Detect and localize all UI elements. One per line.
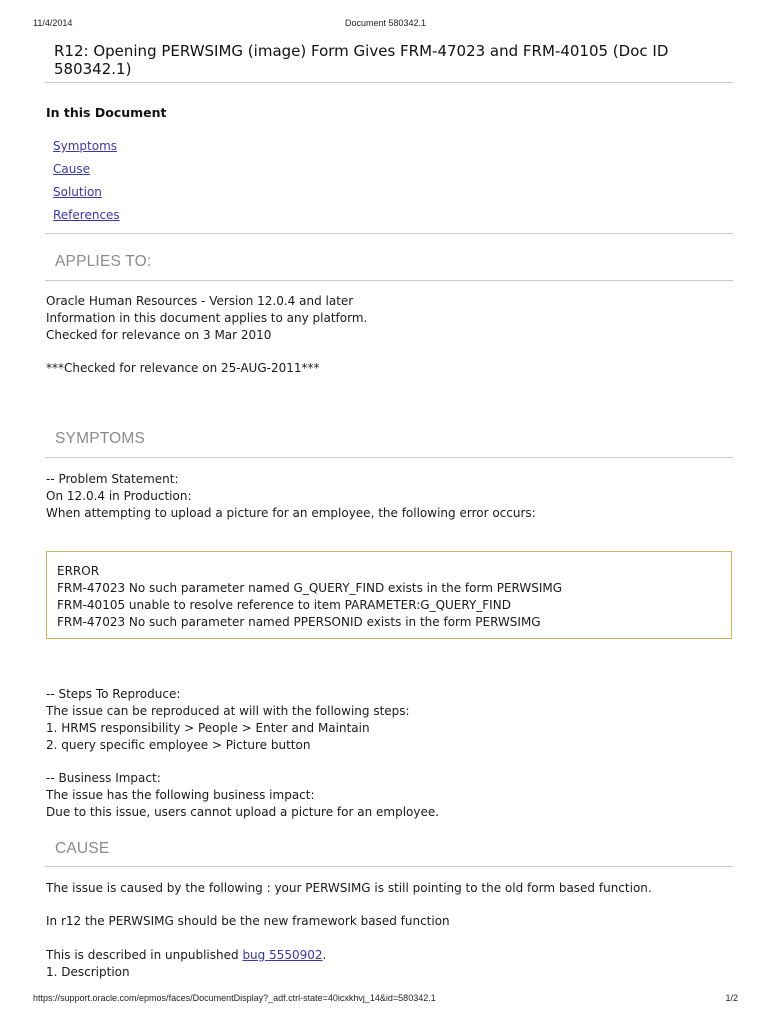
cause-text: 1. Description xyxy=(46,965,130,979)
toc-link-solution[interactable]: Solution xyxy=(53,185,102,199)
cause-line-3 xyxy=(46,947,733,981)
print-url: https://support.oracle.com/epmos/faces/DocumentDisplay?_adf.ctrl-state=40icxkhvj_14&id=580342.1 xyxy=(33,993,436,1003)
impact-line: The issue has the following business impact: xyxy=(46,788,315,802)
symptoms-intro xyxy=(46,471,733,522)
cause-line-1 xyxy=(46,880,733,897)
applies-to-line: Oracle Human Resources - Version 12.0.4 and later xyxy=(46,294,354,308)
applies-to-line: ***Checked for relevance on 25-AUG-2011*** xyxy=(46,361,320,375)
symptoms-line: When attempting to upload a picture for an employee, the following error occurs: xyxy=(46,506,536,520)
error-box xyxy=(46,551,732,639)
steps-line: The issue can be reproduced at will with the following steps: xyxy=(46,704,410,718)
print-doc-title: Document 580342.1 xyxy=(344,18,427,28)
toc-heading: In this Document xyxy=(46,105,167,120)
cause-line-2 xyxy=(46,913,733,930)
page-number: 1/2 xyxy=(725,993,738,1003)
steps-line: 1. HRMS responsibility > People > Enter and Maintain xyxy=(46,721,370,735)
print-date: 11/4/2014 xyxy=(33,18,73,28)
cause-text-prefix: This is described in unpublished xyxy=(46,948,243,962)
print-footer xyxy=(33,993,738,1007)
table-of-contents xyxy=(53,137,120,229)
page-title: R12: Opening PERWSIMG (image) Form Gives FRM-47023 and FRM-40105 (Doc ID 580342.1) xyxy=(54,42,669,78)
toc-item-cause xyxy=(53,160,120,183)
toc-link-cause[interactable]: Cause xyxy=(53,162,90,176)
toc-link-references[interactable]: References xyxy=(53,208,120,222)
error-line: FRM-40105 unable to resolve reference to item PARAMETER:G_QUERY_FIND xyxy=(57,598,511,612)
impact-line: -- Business Impact: xyxy=(46,771,161,785)
error-line: FRM-47023 No such parameter named G_QUERY_FIND exists in the form PERWSIMG xyxy=(57,581,563,595)
applies-to-heading: APPLIES TO: xyxy=(55,253,152,270)
print-header xyxy=(33,18,738,32)
title-block xyxy=(45,42,733,83)
cause-text-suffix: . xyxy=(322,948,327,962)
bug-link[interactable]: bug 5550902 xyxy=(242,948,323,962)
error-line: FRM-47023 No such parameter named PPERSONID exists in the form PERWSIMG xyxy=(57,615,541,629)
divider xyxy=(45,457,733,458)
symptoms-line: -- Problem Statement: xyxy=(46,472,179,486)
toc-item-solution xyxy=(53,183,120,206)
impact-line: Due to this issue, users cannot upload a picture for an employee. xyxy=(46,805,440,819)
cause-heading: CAUSE xyxy=(55,840,110,857)
applies-to-line: Checked for relevance on 3 Mar 2010 xyxy=(46,328,272,342)
divider xyxy=(45,233,733,234)
applies-to-text xyxy=(46,293,733,344)
error-line: ERROR xyxy=(57,564,100,578)
steps-line: -- Steps To Reproduce: xyxy=(46,687,181,701)
business-impact xyxy=(46,770,733,821)
cause-text xyxy=(46,947,733,964)
applies-to-line: Information in this document applies to any platform. xyxy=(46,311,368,325)
divider xyxy=(45,866,733,867)
cause-text: In r12 the PERWSIMG should be the new framework based function xyxy=(46,914,450,928)
steps-to-reproduce xyxy=(46,686,733,754)
symptoms-line: On 12.0.4 in Production: xyxy=(46,489,192,503)
divider xyxy=(45,280,733,281)
toc-link-symptoms[interactable]: Symptoms xyxy=(53,139,118,153)
steps-line: 2. query specific employee > Picture button xyxy=(46,738,311,752)
toc-item-references xyxy=(53,206,120,229)
cause-text: The issue is caused by the following : your PERWSIMG is still pointing to the old form based function. xyxy=(46,881,652,895)
toc-item-symptoms xyxy=(53,137,120,160)
applies-to-relevance xyxy=(46,360,733,377)
symptoms-heading: SYMPTOMS xyxy=(55,430,146,447)
